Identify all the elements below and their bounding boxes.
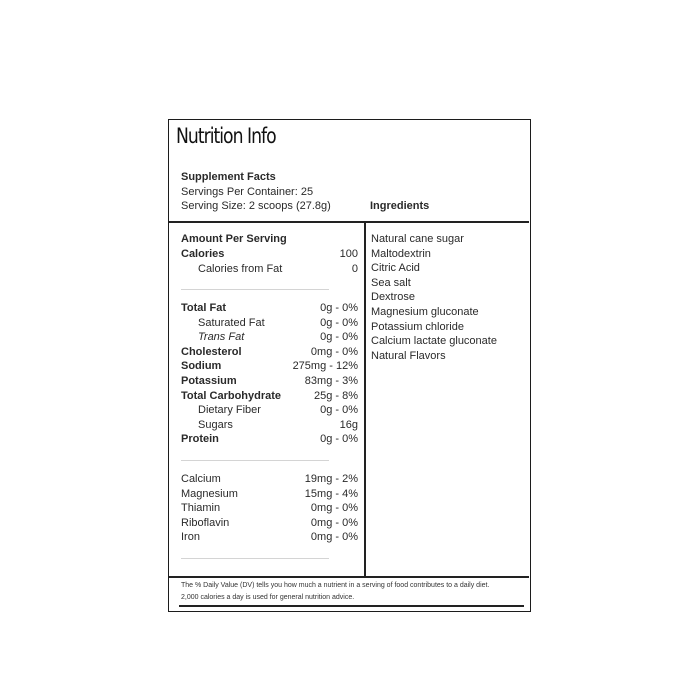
mineral-row (181, 516, 358, 531)
amount-per-serving-heading: Amount Per Serving (181, 233, 287, 245)
supplement-facts-header (181, 170, 331, 214)
mineral-label: Thiamin (181, 502, 221, 515)
mineral-label: Iron (181, 531, 200, 544)
list-item: Magnesium gluconate (371, 305, 479, 318)
footnote-divider (169, 576, 529, 578)
nutrient-value: 83mg - 3% (304, 375, 358, 387)
nutrient-value: 0g - 0% (320, 302, 358, 314)
list-item: Natural cane sugar (371, 233, 464, 245)
servings-per-container: Servings Per Container: 25 (181, 185, 314, 198)
nutrient-value: 25g - 8% (313, 389, 358, 402)
serving-size: Serving Size: 2 scoops (27.8g) (181, 200, 331, 213)
mineral-value: 0mg - 0% (310, 516, 358, 529)
nutrient-row (181, 316, 358, 331)
mineral-label: Magnesium (181, 487, 238, 500)
section-divider (181, 289, 329, 290)
mineral-value: 15mg - 4% (304, 487, 358, 500)
nutrient-row (181, 418, 358, 433)
nutrient-row (181, 389, 358, 404)
nutrient-row (181, 345, 358, 360)
calories-label: Calories (181, 248, 225, 260)
nutrient-row (181, 403, 358, 418)
daily-value-footnote (181, 580, 526, 603)
calories-from-fat-value: 0 (351, 262, 358, 275)
footnote-line: 2,000 calories a day is used for general nutrition advice. (181, 593, 355, 601)
list-item: Calcium lactate gluconate (371, 335, 497, 348)
mineral-label: Riboflavin (181, 516, 230, 529)
header-divider (169, 221, 529, 223)
nutrient-value: 0g - 0% (320, 404, 358, 417)
nutrient-row (181, 359, 358, 374)
nutrition-info-panel (168, 119, 531, 612)
nutrient-label: Potassium (181, 375, 237, 387)
mineral-row (181, 472, 358, 487)
nutrient-value: 275mg - 12% (292, 360, 358, 373)
nutrient-row (181, 301, 358, 316)
nutrient-value: 16g (339, 418, 358, 431)
list-item: Potassium chloride (371, 320, 464, 333)
page-title: Nutrition Info (176, 124, 276, 148)
list-item: Citric Acid (371, 262, 420, 275)
footnote-line: The % Daily Value (DV) tells you how much a nutrient in a serving of food contributes to a daily diet. (181, 582, 490, 589)
nutrient-value: 0g - 0% (320, 316, 358, 329)
nutrient-label: Protein (181, 433, 219, 446)
mineral-row (181, 530, 358, 545)
nutrient-row (181, 432, 358, 447)
supplement-facts-heading: Supplement Facts (181, 171, 276, 183)
nutrient-label: Dietary Fiber (198, 404, 261, 417)
mineral-value: 19mg - 2% (304, 473, 358, 485)
nutrient-label: Trans Fat (198, 331, 245, 344)
ingredients-list (371, 232, 497, 363)
list-item: Natural Flavors (371, 349, 446, 362)
mineral-label: Calcium (181, 473, 221, 485)
bottom-rule (179, 605, 524, 607)
nutrient-value: 0mg - 0% (310, 345, 358, 358)
calories-from-fat-label: Calories from Fat (198, 262, 283, 275)
calories-from-fat-row (181, 262, 358, 277)
mineral-value: 0mg - 0% (310, 531, 358, 544)
mineral-row (181, 487, 358, 502)
calories-value: 100 (339, 248, 358, 260)
section-divider (181, 460, 329, 461)
nutrient-row (181, 330, 358, 345)
mineral-value: 0mg - 0% (310, 502, 358, 515)
nutrient-label: Sugars (198, 418, 233, 431)
calories-row (181, 247, 358, 262)
ingredients-heading: Ingredients (370, 200, 430, 212)
section-divider (181, 558, 329, 559)
nutrient-value: 0g - 0% (320, 331, 358, 344)
nutrient-value: 0g - 0% (320, 433, 358, 446)
column-divider (364, 221, 366, 576)
nutrient-label: Cholesterol (181, 345, 242, 358)
nutrient-label: Sodium (181, 360, 222, 373)
nutrient-label: Saturated Fat (198, 316, 265, 329)
mineral-row (181, 501, 358, 516)
list-item: Maltodextrin (371, 247, 431, 260)
list-item: Sea salt (371, 276, 411, 289)
list-item: Dextrose (371, 291, 416, 304)
nutrient-label: Total Carbohydrate (181, 389, 282, 402)
nutrient-label: Total Fat (181, 302, 227, 314)
nutrient-row (181, 374, 358, 389)
